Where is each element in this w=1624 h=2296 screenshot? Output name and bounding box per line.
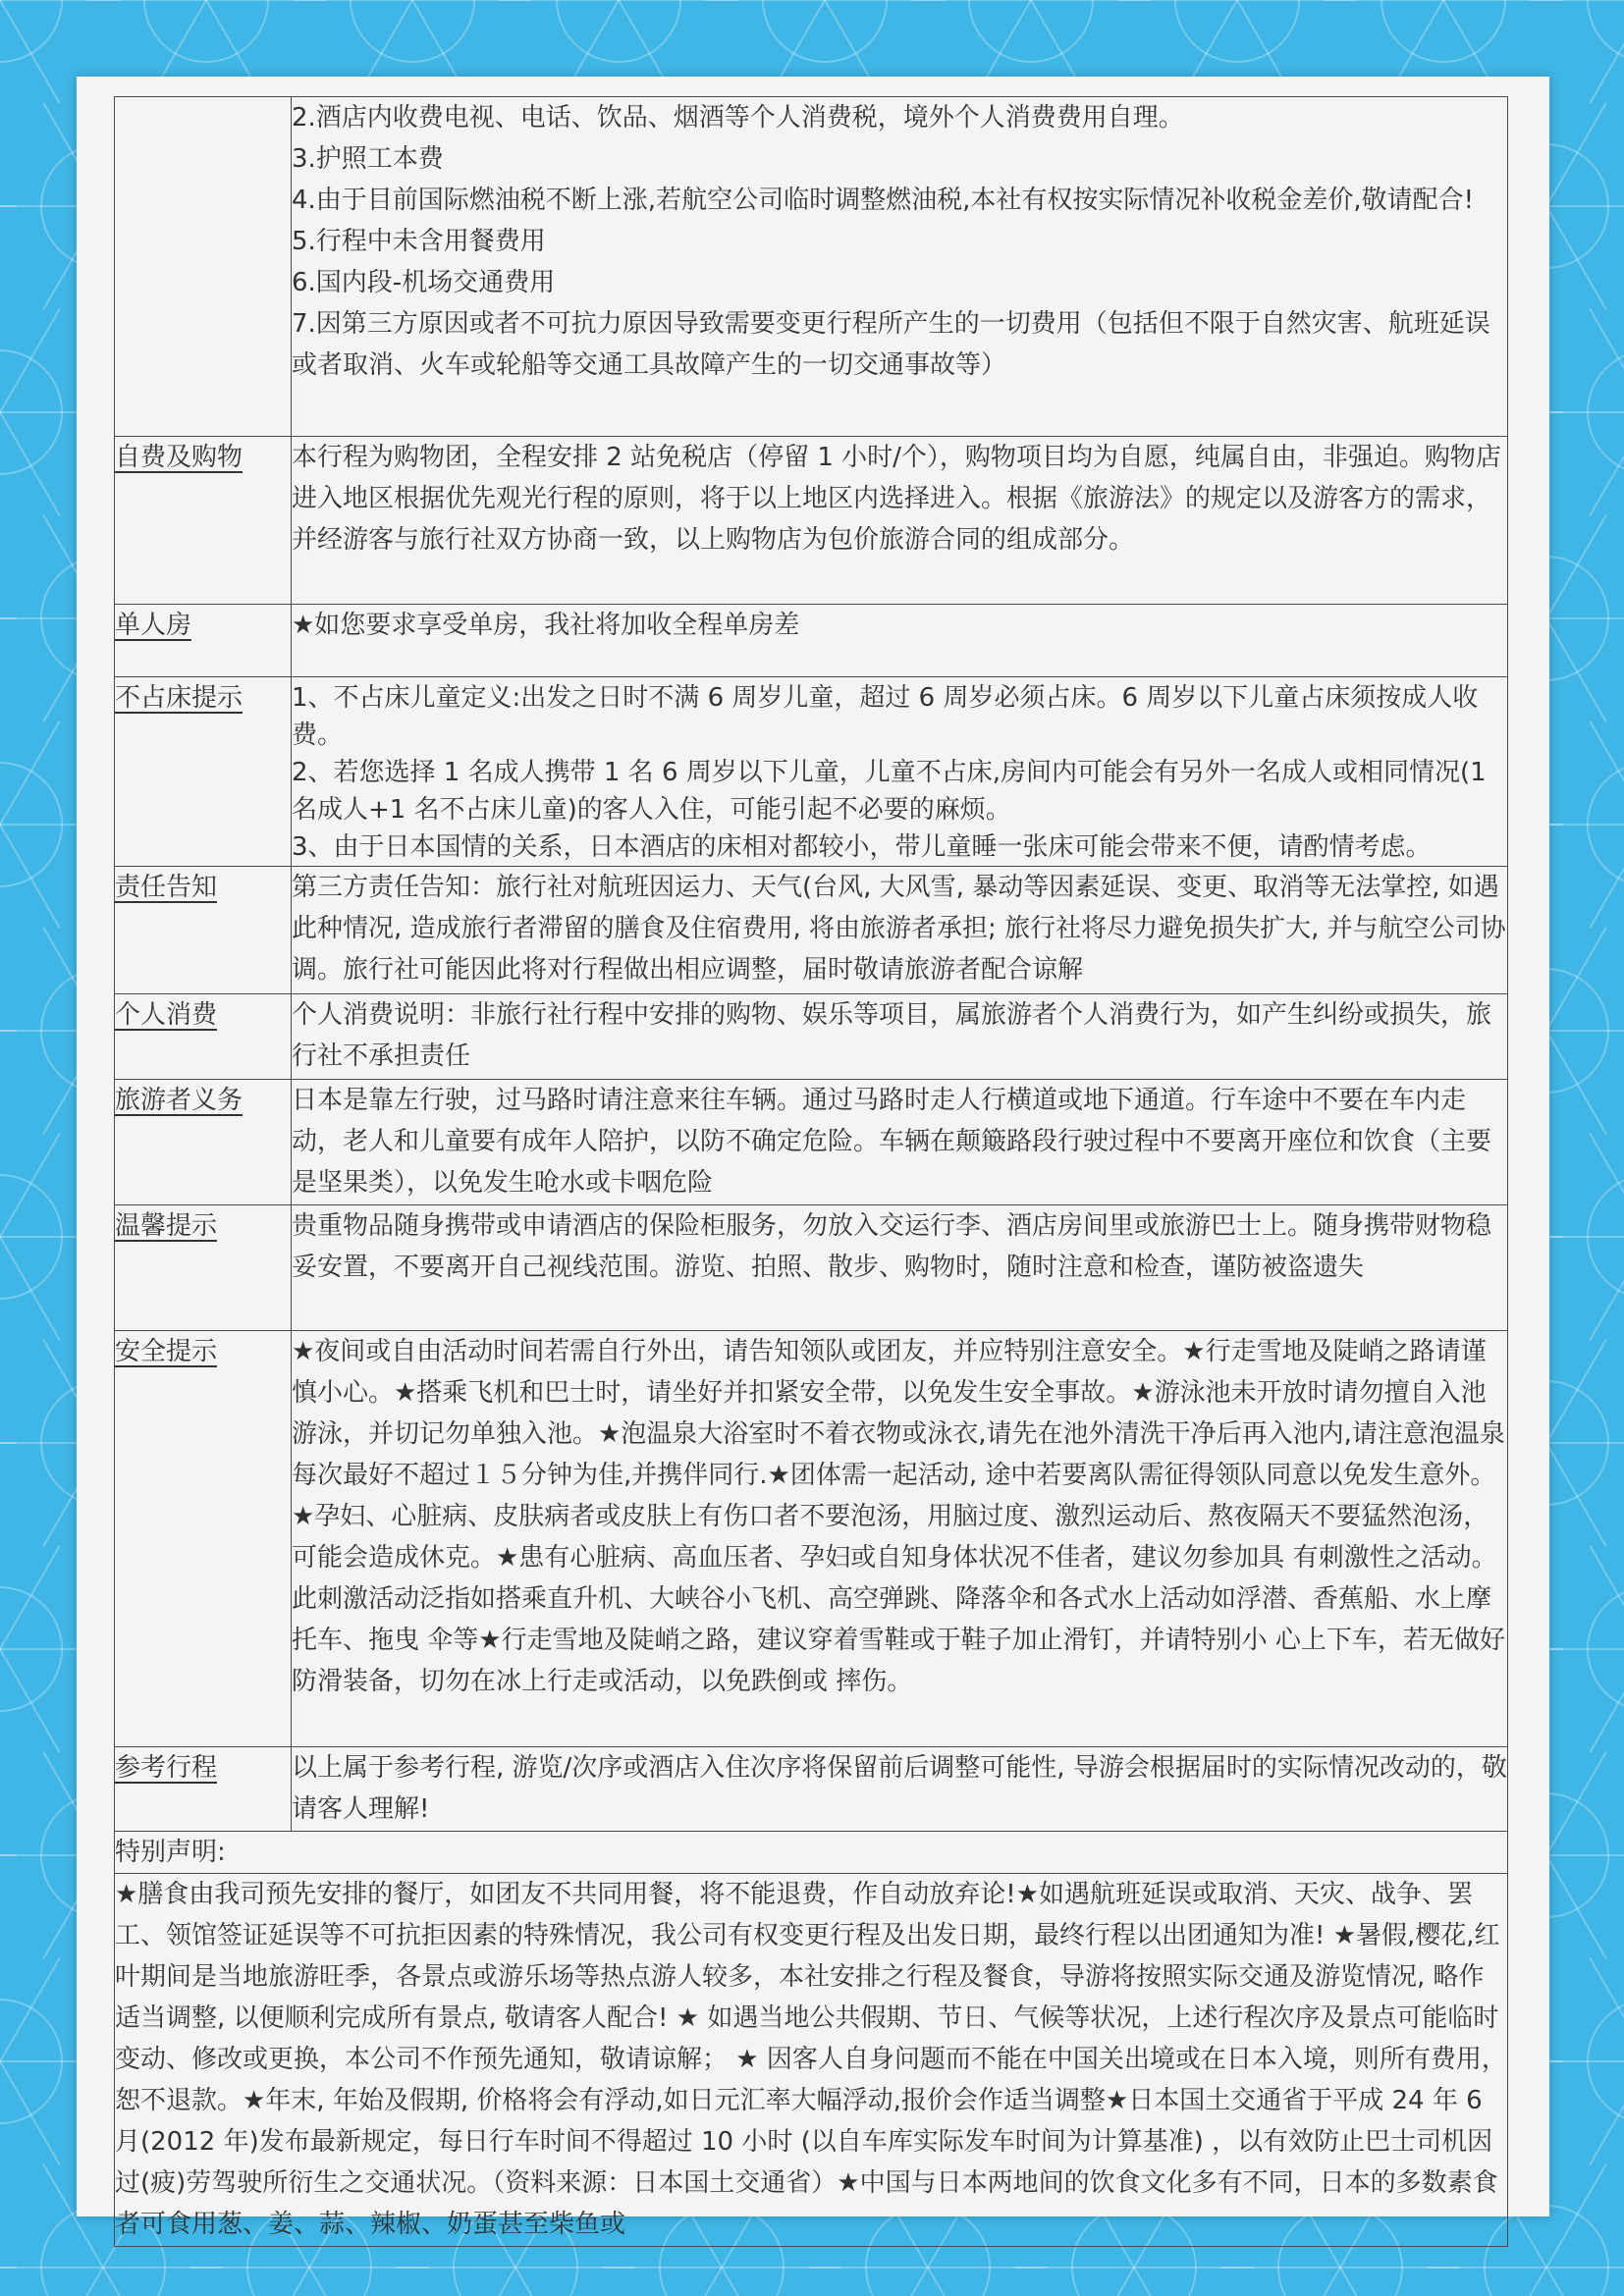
row-label-shopping: 自费及购物: [115, 437, 292, 605]
row-safety: [115, 1331, 1508, 1747]
row-content-safety: ★夜间或自由活动时间若需自行外出，请告知领队或团友，并应特别注意安全。★行走雪地及陡峭之路请谨慎小心。★搭乘飞机和巴士时，请坐好并扣紧安全带，以免发生安全事故。★游泳池未开放时请勿擅自入池游泳，并切记勿单独入池。★泡温泉大浴室时不着衣物或泳衣,请先在池外清洗干净后再入池内,请注意泡温泉每次最好不超过１５分钟为佳,并携伴同行.★团体需一起活动, 途中若要离队需征得领队同意以免发生意外。★孕妇、心脏病、皮肤病者或皮肤上有伤口者不要泡汤，用脑过度、激烈运动后、熬夜隔天不要猛然泡汤，可能会造成休克。★患有心脏病、高血压者、孕妇或自知身体状况不佳者，建议勿参加具 有刺激性之活动。此刺激活动泛指如搭乘直升机、大峡谷小飞机、高空弹跳、降落伞和各式水上活动如浮潜、香蕉船、水上摩托车、拖曳 伞等★行走雪地及陡峭之路，建议穿着雪鞋或于鞋子加止滑钉，并请特别小 心上下车，若无做好防滑装备，切勿在冰上行走或活动，以免跌倒或 摔伤。: [292, 1331, 1508, 1747]
content-line: 3.护照工本费: [292, 144, 444, 174]
content-line: 6.国内段-机场交通费用: [292, 268, 556, 297]
document-page: [77, 77, 1549, 2239]
content-line: 4.由于目前国际燃油税不断上涨,若航空公司临时调整燃油税,本社有权按实际情况补收税金差价,敬请配合!: [292, 186, 1475, 215]
row-reminders: [115, 1205, 1508, 1331]
row-content-liability: 第三方责任告知：旅行社对航班因运力、天气(台风, 大风雪, 暴动等因素延误、变更、取消等无法掌控, 如遇此种情况, 造成旅行者滞留的膳食及住宿费用, 将由旅游者承担; 旅行社将尽力避免损失扩大, 并与航空公司协调。旅行社可能因此将对行程做出相应调整，届时敬请旅游者配合谅解: [292, 867, 1508, 994]
row-shopping: [115, 437, 1508, 605]
row-liability: [115, 867, 1508, 994]
row-label-single-room: 单人房: [115, 605, 292, 677]
info-table: [114, 96, 1508, 2247]
row-personal-spending: [115, 994, 1508, 1080]
row-label-safety: 安全提示: [115, 1331, 292, 1747]
row-reference-itinerary: [115, 1747, 1508, 1832]
row-content-extra-costs: [292, 97, 1508, 437]
row-label-personal-spending: 个人消费: [115, 994, 292, 1080]
row-extra-costs: [115, 97, 1508, 437]
content-line: 5.行程中未含用餐费用: [292, 227, 546, 256]
content-line: 2、若您选择 1 名成人携带 1 名 6 周岁以下儿童，儿童不占床,房间内可能会有另外一名成人或相同情况(1 名成人+1 名不占床儿童)的客人入住，可能引起不必要的麻烦。: [292, 758, 1487, 825]
row-content-no-bed: [292, 677, 1508, 867]
row-content-reminders: 贵重物品随身携带或申请酒店的保险柜服务，勿放入交运行李、酒店房间里或旅游巴士上。随身携带财物稳妥安置，不要离开自己视线范围。游览、拍照、散步、购物时，随时注意和检查，谨防被盗遗失: [292, 1205, 1508, 1331]
content-line: 7.因第三方原因或者不可抗力原因导致需要变更行程所产生的一切费用（包括但不限于自然灾害、航班延误或者取消、火车或轮船等交通工具故障产生的一切交通事故等）: [292, 309, 1490, 380]
content-line: 3、由于日本国情的关系，日本酒店的床相对都较小，带儿童睡一张床可能会带来不便，请酌情考虑。: [292, 832, 1432, 862]
row-special-text: [115, 1874, 1508, 2247]
row-content-reference-itinerary: 以上属于参考行程, 游览/次序或酒店入住次序将保留前后调整可能性, 导游会根据届时的实际情况改动的，敬请客人理解!: [292, 1747, 1508, 1832]
row-label-no-bed: 不占床提示: [115, 677, 292, 867]
special-statement-heading: 特别声明:: [115, 1832, 1508, 1874]
special-statement-text: ★膳食由我司预先安排的餐厅，如团友不共同用餐，将不能退费，作自动放弃论!★如遇航班延误或取消、天灾、战争、罢工、领馆签证延误等不可抗拒因素的特殊情况，我公司有权变更行程及出发日期，最终行程以出团通知为准! ★暑假,樱花,红叶期间是当地旅游旺季，各景点或游乐场等热点游人较多，本社安排之行程及餐食，导游将按照实际交通及游览情况, 略作适当调整, 以便顺利完成所有景点, 敬请客人配合! ★ 如遇当地公共假期、节日、气候等状况，上述行程次序及景点可能临时变动、修改或更换，本公司不作预先通知，敬请谅解； ★ 因客人自身问题而不能在中国关出境或在日本入境，则所有费用，恕不退款。★年末, 年始及假期, 价格将会有浮动,如日元汇率大幅浮动,报价会作适当调整★日本国土交通省于平成 24 年 6 月(2012 年)发布最新规定，每日行车时间不得超过 10 小时 (以自车库实际发车时间为计算基准) ，以有效防止巴士司机因过(疲)劳驾驶所衍生之交通状况。（资料来源：日本国土交通省）★中国与日本两地间的饮食文化多有不同，日本的多数素食者可食用葱、姜、蒜、辣椒、奶蛋甚至柴鱼或: [115, 1874, 1508, 2247]
content-line: 1、不占床儿童定义:出发之日时不满 6 周岁儿童，超过 6 周岁必须占床。6 周岁以下儿童占床须按成人收费。: [292, 683, 1479, 750]
row-label-reference-itinerary: 参考行程: [115, 1747, 292, 1832]
row-special-heading: [115, 1832, 1508, 1874]
row-label-extra-costs: [115, 97, 292, 437]
row-content-tourist-duties: 日本是靠左行驶，过马路时请注意来往车辆。通过马路时走人行横道或地下通道。行车途中不要在车内走动，老人和儿童要有成年人陪护，以防不确定危险。车辆在颠簸路段行驶过程中不要离开座位和饮食（主要是坚果类），以免发生呛水或卡咽危险: [292, 1080, 1508, 1205]
row-label-tourist-duties: 旅游者义务: [115, 1080, 292, 1205]
content-line: 2.酒店内收费电视、电话、饮品、烟酒等个人消费税，境外个人消费费用自理。: [292, 103, 1184, 133]
row-content-single-room: ★如您要求享受单房，我社将加收全程单房差: [292, 605, 1508, 677]
row-label-liability: 责任告知: [115, 867, 292, 994]
row-content-personal-spending: 个人消费说明：非旅行社行程中安排的购物、娱乐等项目，属旅游者个人消费行为，如产生纠纷或损失，旅行社不承担责任: [292, 994, 1508, 1080]
row-no-bed: [115, 677, 1508, 867]
row-tourist-duties: [115, 1080, 1508, 1205]
row-label-reminders: 温馨提示: [115, 1205, 292, 1331]
row-single-room: [115, 605, 1508, 677]
row-content-shopping: 本行程为购物团，全程安排 2 站免税店（停留 1 小时/个），购物项目均为自愿，纯属自由，非强迫。购物店进入地区根据优先观光行程的原则，将于以上地区内选择进入。根据《旅游法》的规定以及游客方的需求，并经游客与旅行社双方协商一致，以上购物店为包价旅游合同的组成部分。: [292, 437, 1508, 605]
